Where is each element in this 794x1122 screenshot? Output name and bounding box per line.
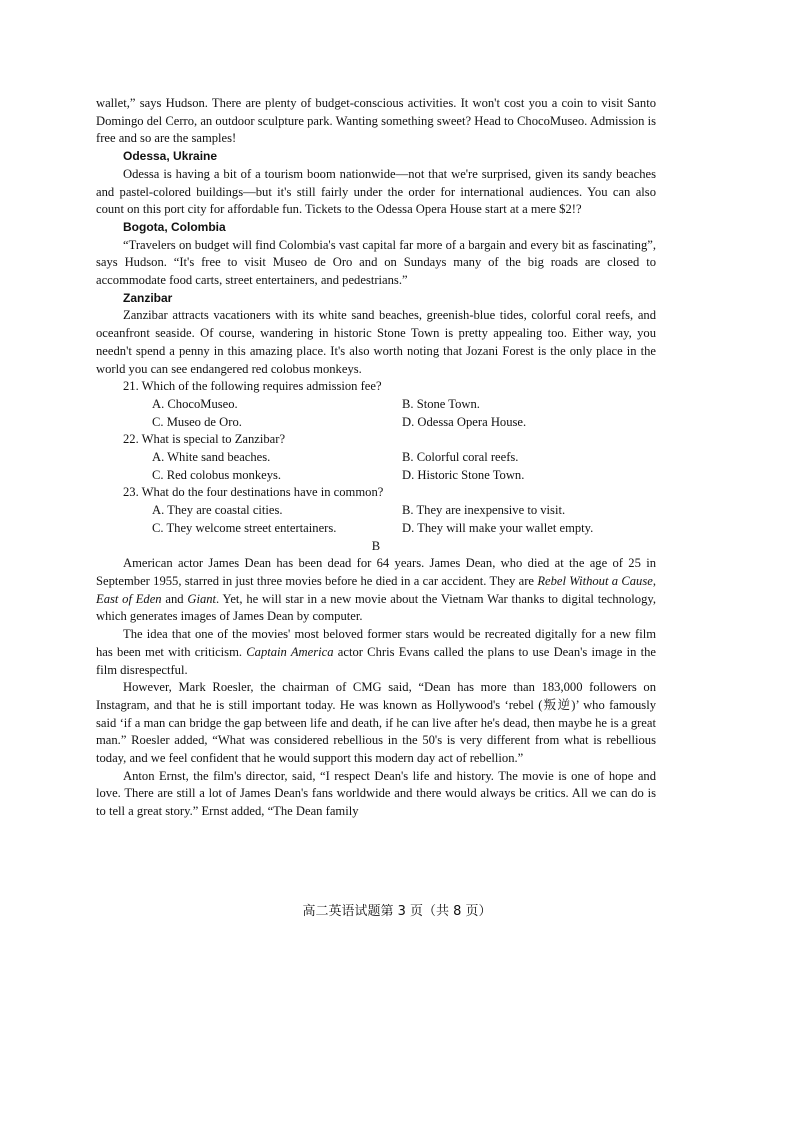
question-23: [96, 484, 656, 537]
question-stem: 21. Which of the following requires admission fee?: [123, 379, 382, 394]
option-c: C. They welcome street entertainers.: [152, 520, 337, 535]
option-d: D. Historic Stone Town.: [402, 467, 525, 482]
text-run: ,: [652, 573, 657, 588]
option-b: B. Stone Town.: [402, 396, 480, 411]
text-run: American actor James Dean has been dead for 64 years. James Dean, who died at the age of 25 in September 1955, starred in just three movies before he died in a car accident. They are: [96, 556, 656, 588]
passage-b-paragraph: However, Mark Roesler, the chairman of CMG said, “Dean has more than 183,000 followers on Instagram, and that he is still important today. He was known as Hollywood's ‘rebel (叛逆)’ who famously said ‘if a man can bridge the gap between life and death, if he can live after he's dead, then maybe he is a great man.” Roesler added, “What was considered rebellious in the 50's is very different from what is rebellious today, and we feel confident that he would support this modern day act of rebellion.”: [96, 680, 656, 766]
passage-a-paragraph: “Travelers on budget will find Colombia's vast capital far more of a bargain and every bit as fascinating”, says Hudson. “It's free to visit Museo de Oro and on Sundays many of the big roads are closed to accommodate food carts, street entertainers, and pedestrians.”: [96, 237, 656, 288]
option-d: D. Odessa Opera House.: [402, 414, 527, 429]
option-c: C. Museo de Oro.: [152, 414, 242, 429]
option-d: D. They will make your wallet empty.: [402, 520, 594, 535]
page-content: [96, 95, 656, 821]
passage-a-paragraph: Odessa is having a bit of a tourism boom nationwide—not that we're surprised, given its sandy beaches and pastel-colored buildings—but it's still fairly under the order for international audiences. You can also count on this port city for affordable fun. Tickets to the Odessa Opera House start at a mere $2!?: [96, 166, 656, 217]
question-21: [96, 378, 656, 431]
option-a: A. ChocoMuseo.: [152, 396, 238, 411]
movie-title: Rebel Without a Cause: [537, 573, 653, 588]
text-run: and: [161, 591, 188, 606]
question-options: [96, 396, 656, 431]
text-run: The idea that one of the movies' most beloved former stars would be recreated digitally for a new film has been met with criticism.: [96, 627, 656, 659]
movie-title: Captain America: [246, 644, 334, 659]
passage-a-paragraph: Zanzibar attracts vacationers with its white sand beaches, greenish-blue tides, colorful coral reefs, and oceanfront seaside. Of course, wandering in historic Stone Town is pretty appealing too. Either way, you needn't spend a penny in this amazing place. It's also worth noting that Jozani Forest is the only place in the world you can see endangered red colobus monkeys.: [96, 308, 656, 376]
option-c: C. Red colobus monkeys.: [152, 467, 282, 482]
text-run: actor Chris Evans called the plans to use Dean's image in the film disrespectful.: [96, 644, 656, 677]
page-footer: 高二英语试题第 3 页（共 8 页）: [302, 904, 492, 919]
text-run: . Yet, he will star in a new movie about the Vietnam War thanks to digital technology, which generates images of James Dean by computer.: [96, 591, 656, 624]
question-options: [96, 449, 656, 484]
passage-a-paragraph: wallet,” says Hudson. There are plenty of budget-conscious activities. It won't cost you a coin to visit Santo Domingo del Cerro, an outdoor sculpture park. Wanting something sweet? Head to ChocoMuseo. Admission is free and so are the samples!: [96, 96, 656, 146]
question-stem: 23. What do the four destinations have in common?: [123, 485, 384, 500]
heading-bogota: Bogota, Colombia: [123, 219, 226, 234]
movie-title: Giant: [187, 591, 217, 606]
passage-b-paragraph: [96, 555, 656, 626]
question-22: [96, 431, 656, 484]
heading-odessa: Odessa, Ukraine: [123, 149, 218, 164]
option-a: A. White sand beaches.: [152, 450, 271, 465]
question-stem: 22. What is special to Zanzibar?: [123, 432, 286, 447]
question-options: [96, 502, 656, 537]
option-b: B. Colorful coral reefs.: [402, 450, 519, 465]
option-a: A. They are coastal cities.: [152, 503, 283, 518]
section-label-b: B: [371, 538, 381, 553]
passage-b-paragraph: [96, 626, 656, 679]
passage-b-paragraph: Anton Ernst, the film's director, said, “I respect Dean's life and history. The movie is one of hope and love. There are still a lot of James Dean's fans worldwide and there would always be critics. All we can do is to tell a great story.” Ernst added, “The Dean family: [96, 768, 656, 819]
movie-title: East of Eden: [96, 591, 162, 606]
heading-zanzibar: Zanzibar: [123, 290, 173, 305]
option-b: B. They are inexpensive to visit.: [402, 503, 566, 518]
